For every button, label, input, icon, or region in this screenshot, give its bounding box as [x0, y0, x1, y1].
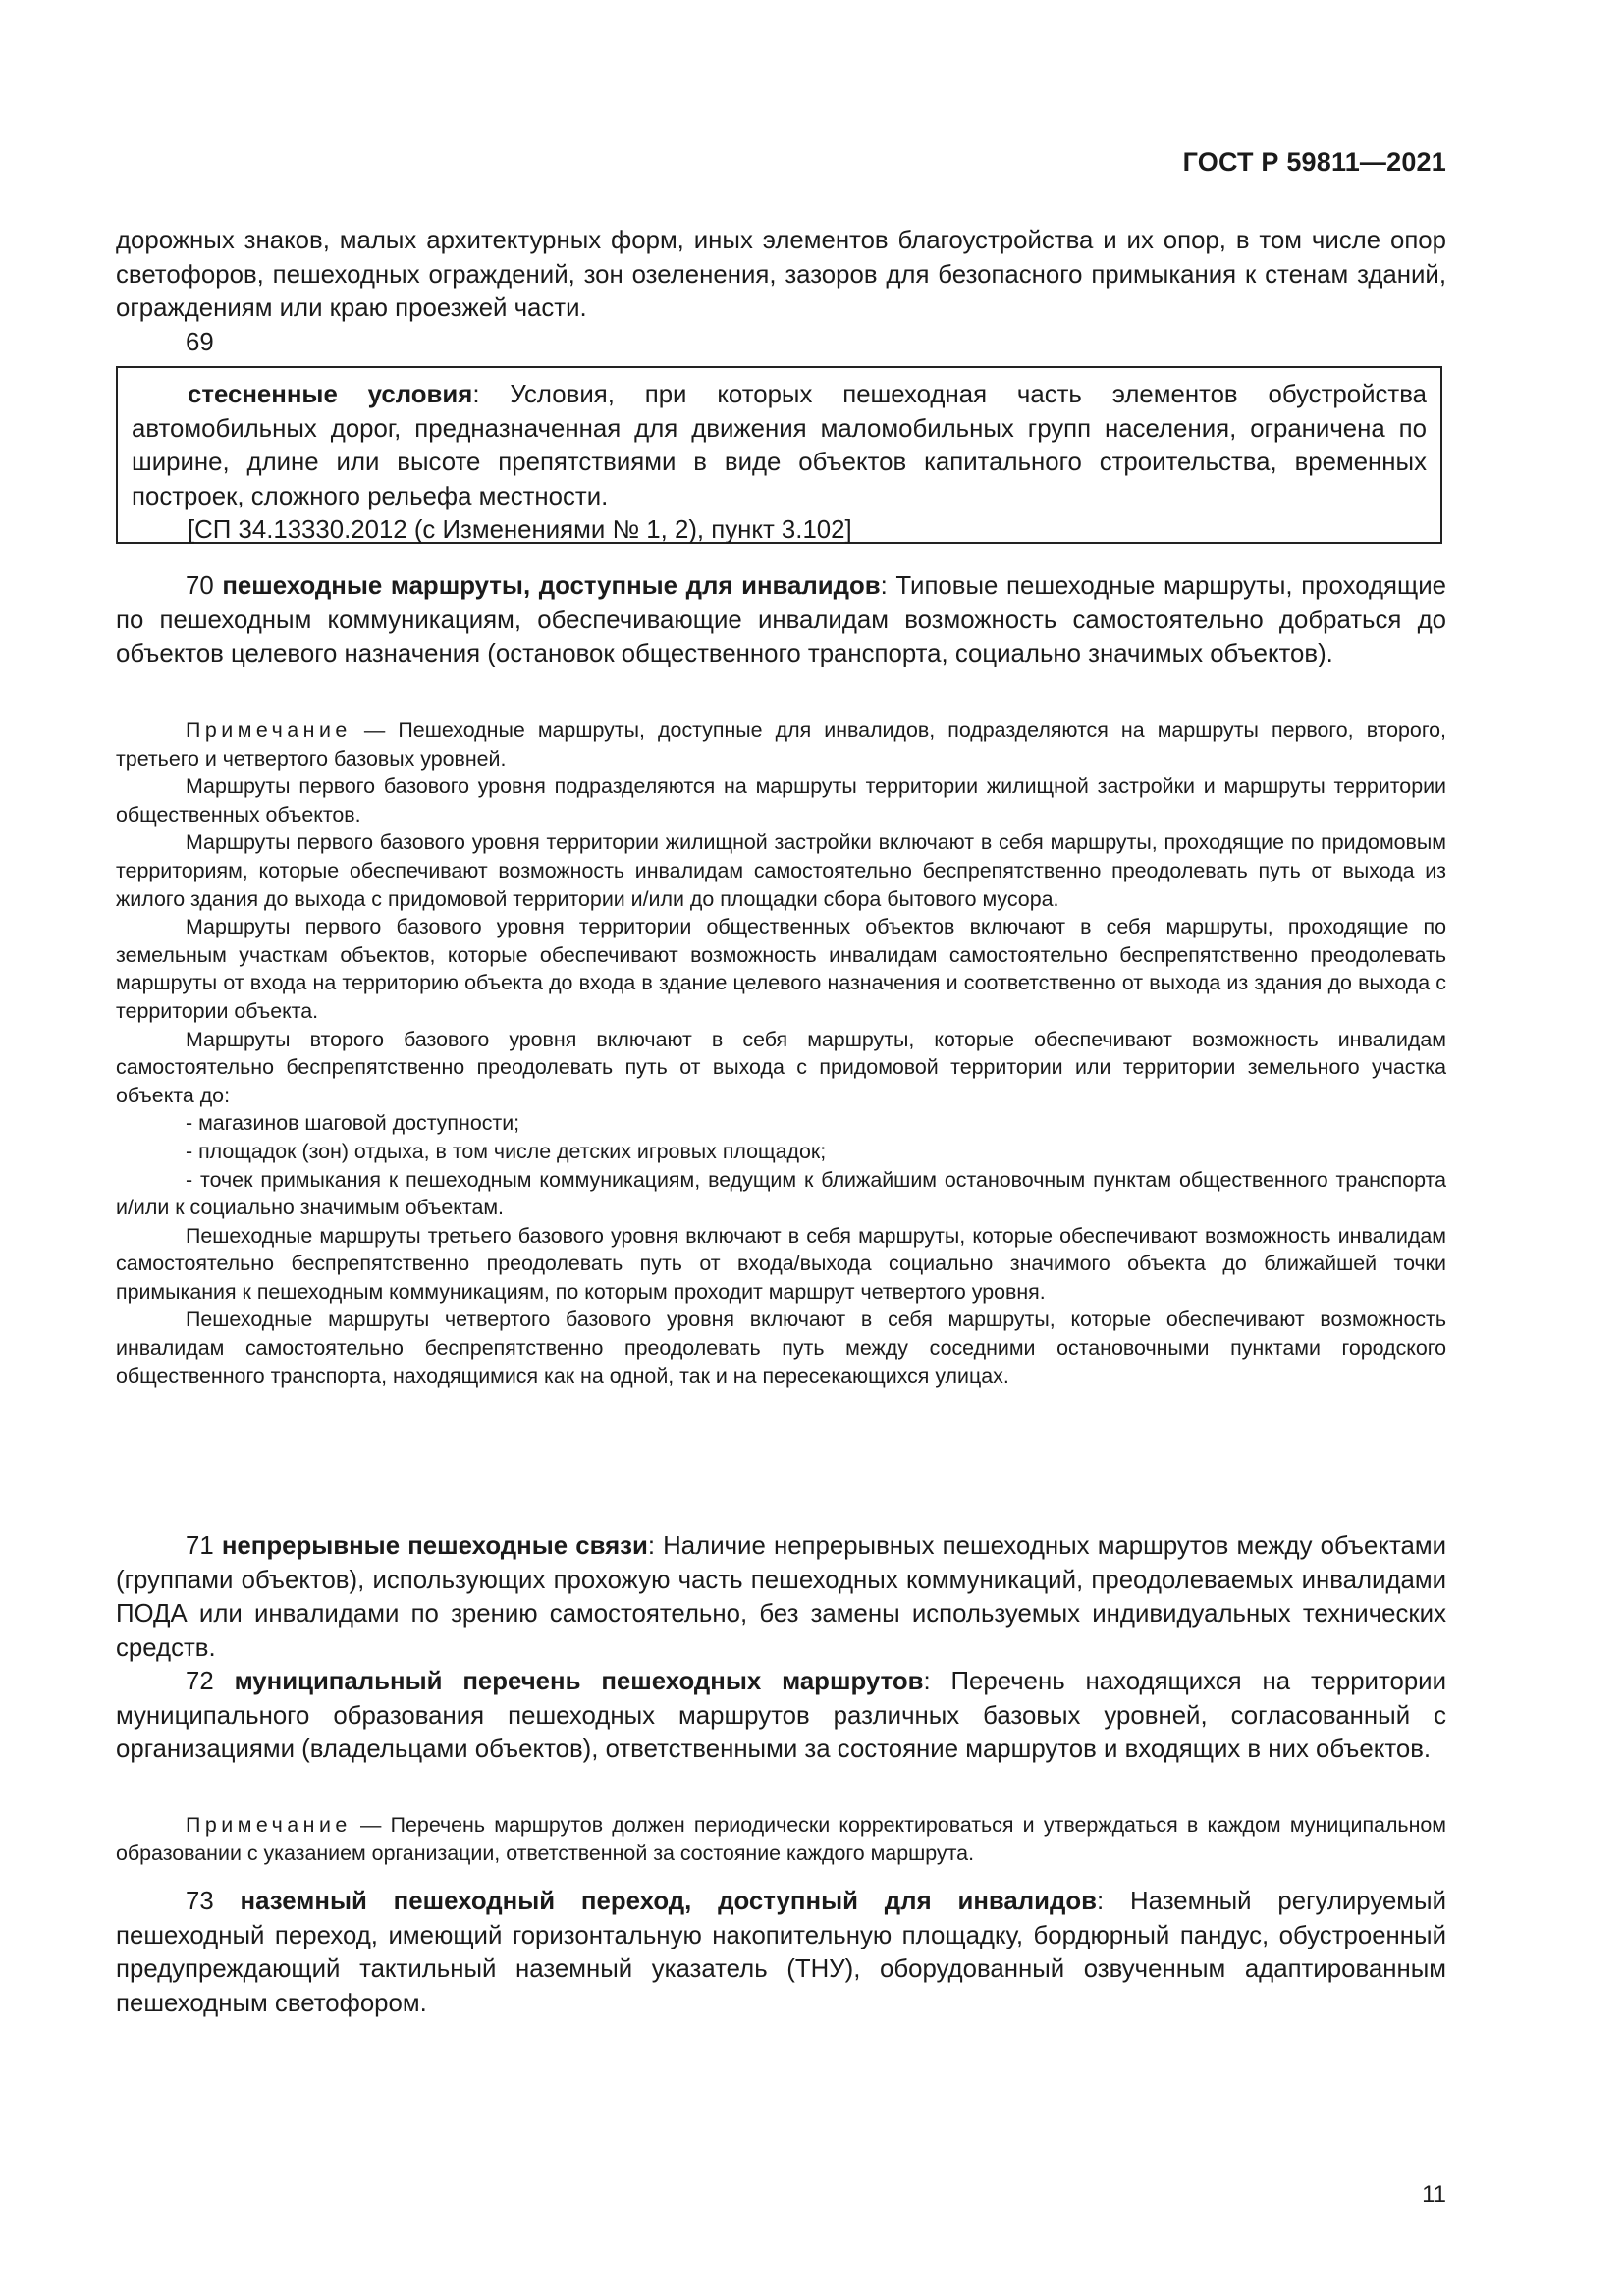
note-paragraph: Маршруты первого базового уровня подразделяются на маршруты территории жилищной застройки и маршруты территории общественных объектов.: [116, 774, 1446, 827]
note-paragraph: Маршруты первого базового уровня территории общественных объектов включают в себя маршруты, проходящие по земельным участкам объектов, которые обеспечивают возможность инвалидам самостоятельно беспрепятственно преодолевать маршруты от входа на территорию объекта до входа в здание целевого назначения и соответственно от выхода из здания до выхода с территории объекта.: [116, 915, 1446, 1023]
note-label: Примечание: [186, 1813, 352, 1837]
term-72-number: 72: [186, 1668, 235, 1695]
note-list-item: - точек примыкания к пешеходным коммуникациям, ведущим к ближайшим остановочным пунктам общественного транспорта и/или к социально значимым объектам.: [116, 1167, 1446, 1220]
term-71-definition: : Наличие непрерывных пешеходных маршрутов между объектами (группами объектов), использующих прохожую часть пешеходных коммуникаций, преодолеваемых инвалидами ПОДА или инвалидами по зрению самостоятельно, без замены используемых индивидуальных технических средств.: [116, 1532, 1446, 1662]
page-number: 11: [1422, 2181, 1446, 2208]
term-72-paragraph: [116, 1665, 1446, 1767]
term-70-block: [116, 569, 1446, 671]
term-73-block: [116, 1885, 1446, 2020]
note-paragraph: Примечание — Перечень маршрутов должен периодически корректироваться и утверждаться в каждом муниципальном образовании с указанием организации, ответственной за состояние каждого маршрута.: [116, 1813, 1446, 1865]
term-71-number: 71: [186, 1532, 222, 1560]
term-69-title: стесненные условия: [188, 381, 473, 408]
term-70-number: 70: [186, 572, 223, 600]
note-paragraph: Пешеходные маршруты третьего базового уровня включают в себя маршруты, которые обеспечивают возможность инвалидам самостоятельно беспрепятственно преодолевать путь от входа/выхода социально значимого объекта до ближайшей точки примыкания к пешеходным коммуникациям, по которым проходит маршрут четвертого уровня.: [116, 1223, 1446, 1304]
note-paragraph: Примечание — Пешеходные маршруты, доступные для инвалидов, подразделяются на маршруты первого, второго, третьего и четвертого базовых уровней.: [116, 719, 1447, 771]
note-paragraph: Маршруты первого базового уровня территории жилищной застройки включают в себя маршруты, проходящие по придомовым территориям, которые обеспечивают возможность инвалидам самостоятельно беспрепятственно преодолевать путь от выхода из жилого здания до выхода с придомовой территории и/или до площадки сбора бытового мусора.: [116, 830, 1446, 911]
quoted-term-box: [116, 366, 1442, 544]
term-72-note: [116, 1811, 1446, 1867]
term-69-source: [СП 34.13330.2012 (с Изменениями № 1, 2), пункт 3.102]: [188, 516, 852, 544]
term-69-definition: : Условия, при которых пешеходная часть элементов обустройства автомобильных дорог, предназначенная для движения маломобильных групп населения, ограничена по ширине, длине или высоте препятствиями в виде объектов капитального строительства, временных построек, сложного рельефа местности.: [132, 381, 1427, 510]
term-number-69: 69: [186, 328, 214, 356]
term-70-paragraph: [116, 569, 1446, 671]
term-69-paragraph: [132, 378, 1427, 513]
continuation-paragraph: дорожных знаков, малых архитектурных форм, иных элементов благоустройства и их опор, в том числе опор светофоров, пешеходных ограждений, зон озеленения, зазоров для безопасного примыкания к стенам зданий, ограждениям или краю проезжей части.: [116, 227, 1446, 322]
note-label: Примечание: [186, 719, 352, 742]
continuation-block: [116, 224, 1446, 359]
term-72-title: муниципальный перечень пешеходных маршрутов: [234, 1668, 924, 1695]
term-70-title: пешеходные маршруты, доступные для инвалидов: [222, 572, 881, 600]
term-73-title: наземный пешеходный переход, доступный для инвалидов: [240, 1888, 1098, 1915]
term-71-72-block: [116, 1529, 1446, 1767]
note-list-item: - магазинов шаговой доступности;: [186, 1111, 520, 1136]
term-72-definition: : Перечень находящихся на территории муниципального образования пешеходных маршрутов различных базовых уровней, согласованный с организациями (владельцами объектов), ответственными за состояние маршрутов и входящих в них объектов.: [116, 1668, 1446, 1763]
term-71-paragraph: [116, 1529, 1446, 1665]
term-70-note: [116, 717, 1446, 1390]
term-71-title: непрерывные пешеходные связи: [221, 1532, 648, 1560]
term-73-paragraph: [116, 1885, 1446, 2020]
document-id-header: ГОСТ Р 59811—2021: [1182, 147, 1446, 177]
term-70-definition: : Типовые пешеходные маршруты, проходящие по пешеходным коммуникациям, обеспечивающие инвалидам возможность самостоятельно добраться до объектов целевого назначения (остановок общественного транспорта, социально значимых объектов).: [116, 572, 1446, 667]
note-paragraph: Пешеходные маршруты четвертого базового уровня включают в себя маршруты, которые обеспечивают возможность инвалидам самостоятельно беспрепятственно преодолевать путь между соседними остановочными пунктами городского общественного транспорта, находящимися как на одной, так и на пересекающихся улицах.: [116, 1308, 1446, 1388]
term-73-definition: : Наземный регулируемый пешеходный переход, имеющий горизонтальную накопительную площадку, бордюрный пандус, обустроенный предупреждающий тактильный наземный указатель (ТНУ), оборудованный озвученным адаптированным пешеходным светофором.: [116, 1888, 1446, 2017]
note-list-item: - площадок (зон) отдыха, в том числе детских игровых площадок;: [186, 1139, 827, 1163]
note-paragraph: Маршруты второго базового уровня включают в себя маршруты, которые обеспечивают возможность инвалидам самостоятельно беспрепятственно преодолевать путь от выхода с придомовой территории или территории земельного участка объекта до:: [116, 1027, 1446, 1107]
term-73-number: 73: [186, 1888, 241, 1915]
